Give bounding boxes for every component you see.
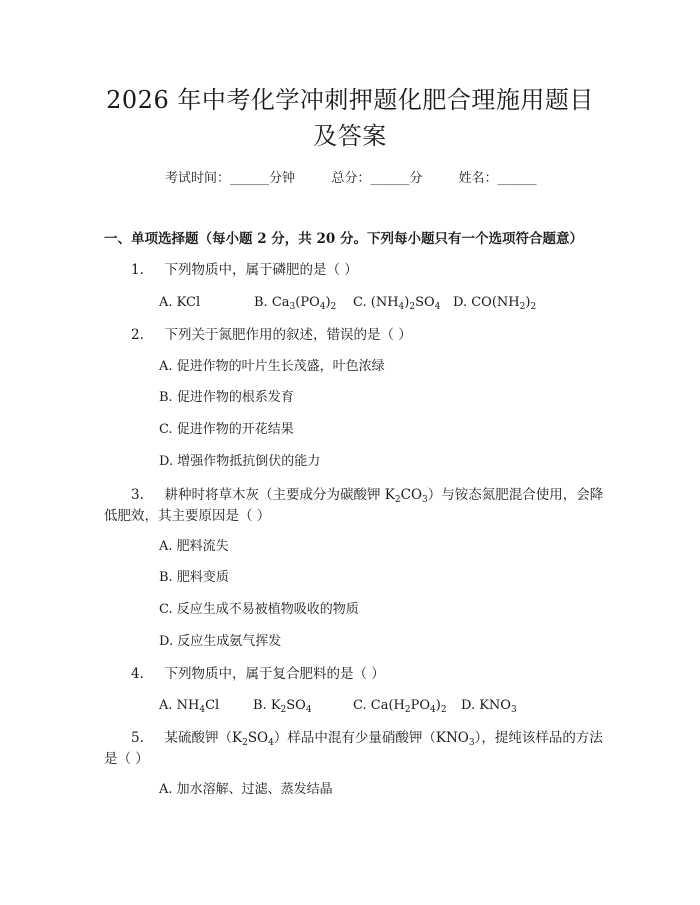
q4-option-b: B. $K_2SO_4$: [253, 698, 312, 715]
page-title-line2: 及答案: [313, 122, 387, 150]
question-5-line1: [131, 728, 603, 748]
question-1: [131, 260, 358, 280]
q1-option-a: A. KCl: [159, 295, 201, 310]
name-label: 姓名：: [458, 171, 498, 186]
q3-option-c: C. 反应生成不易被植物吸收的物质: [159, 602, 359, 617]
question-2: [131, 325, 412, 345]
time-blank: ______: [230, 171, 270, 186]
question-3-line2: 低肥效，其主要原因是（ ）: [104, 508, 271, 524]
question-5-line2: 是（ ）: [104, 751, 149, 767]
time-unit: 分钟: [269, 171, 296, 186]
time-label: 考试时间：: [165, 171, 231, 186]
q3-option-b: B. 肥料变质: [159, 570, 229, 585]
question-text: 下列物质中，属于磷肥的是（ ）: [164, 262, 358, 278]
score-label: 总分：: [331, 171, 371, 186]
question-text: 某硫酸钾$(K_2SO_4)$样品中混有少量硝酸钾$(KNO_3)$，提纯该样品的方法: [164, 730, 603, 748]
question-number: 1.: [131, 262, 144, 278]
exam-meta: [165, 170, 537, 188]
q2-option-a: A. 促进作物的叶片生长茂盛，叶色浓绿: [159, 359, 385, 374]
q3-option-d: D. 反应生成氨气挥发: [159, 634, 282, 649]
name-blank: ______: [497, 171, 537, 186]
question-number: 5.: [131, 730, 144, 746]
q4-option-c: C. $Ca(H_2PO_4)_2$: [353, 698, 447, 715]
q1-option-d: D. $CO(NH_2)_2$: [453, 295, 537, 312]
q2-option-c: C. 促进作物的开花结果: [159, 422, 294, 437]
q1-option-c: C. $(NH_4)_2SO_4$: [353, 295, 441, 312]
section-heading: 一、单项选择题（每小题 2 分，共 20 分。下列每小题只有一个选项符合题意）: [104, 231, 583, 247]
q4-option-a: A. $NH_4Cl$: [159, 698, 220, 715]
q2-option-b: B. 促进作物的根系发育: [159, 390, 294, 405]
question-number: 3.: [131, 487, 144, 503]
q2-option-d: D. 增强作物抵抗倒伏的能力: [159, 454, 321, 469]
question-4: [131, 664, 385, 684]
score-blank: ______: [370, 171, 410, 186]
question-text: 耕种时将草木灰（主要成分为碳酸钾 $K_2CO_3$）与铵态氮肥混合使用，会降: [164, 487, 604, 505]
question-number: 4.: [131, 666, 144, 682]
question-text: 下列物质中，属于复合肥料的是（ ）: [164, 666, 385, 682]
q4-option-d: D. $KNO_3$: [461, 698, 517, 715]
q3-option-a: A. 肥料流失: [159, 539, 229, 554]
q1-option-b: B. $Ca_3(PO_4)_2$: [254, 295, 337, 312]
q5-option-a: A. 加水溶解、过滤、蒸发结晶: [159, 782, 333, 797]
page-title-line1: 2026 年中考化学冲刺押题化肥合理施用题目: [106, 86, 594, 114]
question-3-line1: [131, 485, 603, 505]
question-number: 2.: [131, 327, 144, 343]
score-unit: 分: [409, 171, 423, 186]
question-text: 下列关于氮肥作用的叙述，错误的是（ ）: [164, 327, 412, 343]
